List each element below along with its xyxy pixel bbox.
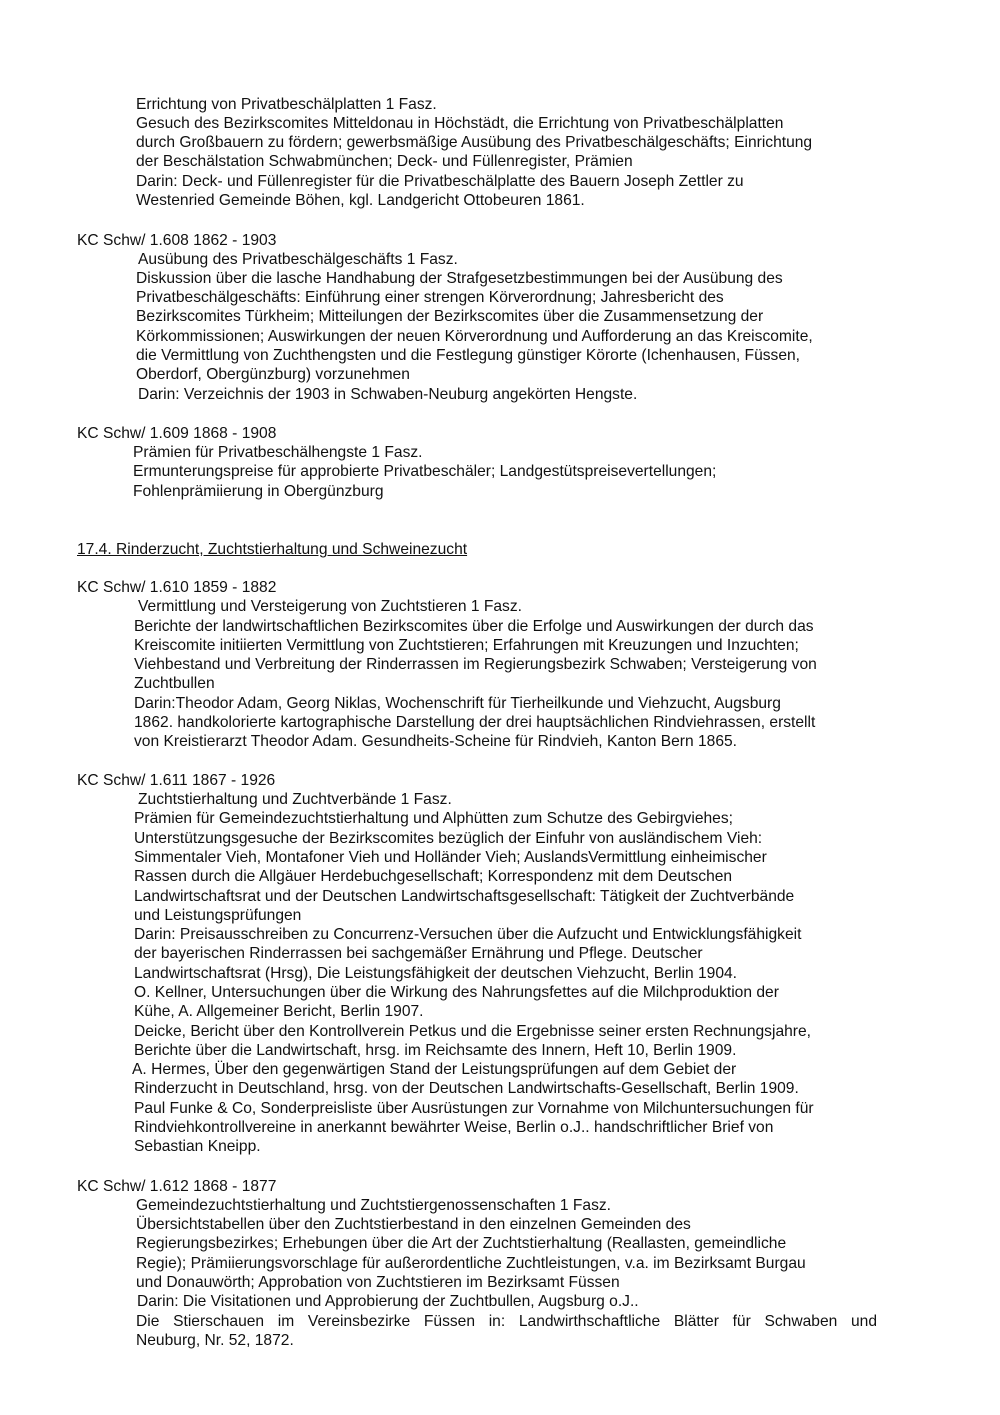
text-line: durch Großbauern zu fördern; gewerbsmäßige Ausübung des Privatbeschälgeschäfts; Einrichtung (136, 134, 813, 151)
text-line: Deicke, Bericht über den Kontrollverein Petkus und die Ergebnisse seiner ersten Rechnungsjahre, (134, 1023, 811, 1040)
text-line: O. Kellner, Untersuchungen über die Wirkung des Nahrungsfettes auf die Milchproduktion der (134, 984, 779, 1001)
text-line: 1862. handkolorierte kartographische Darstellung der drei hauptsächlichen Rindviehrassen, erstellt (134, 714, 816, 731)
text-line: A. Hermes, Über den gegenwärtigen Stand der Leistungsprüfungen auf dem Gebiet der (132, 1061, 737, 1078)
text-line: Darin: Verzeichnis der 1903 in Schwaben-Neuburg angekörten Hengste. (138, 386, 638, 403)
text-line: der bayerischen Rinderrassen bei sachgemäßer Ernährung und Pflege. Deutscher (134, 945, 703, 962)
text-line: und Leistungsprüfungen (134, 907, 302, 924)
text-line: Bezirkscomites Türkheim; Mitteilungen der Bezirkscomites über die Zusammensetzung der (136, 308, 764, 325)
text-line: Oberdorf, Obergünzburg) vorzunehmen (136, 366, 410, 383)
text-line: Berichte der landwirtschaftlichen Bezirkscomites über die Erfolge und Auswirkungen der durch das (134, 618, 814, 635)
record-title: Prämien für Privatbeschälhengste 1 Fasz. (133, 444, 423, 461)
text-line: von Kreistierarzt Theodor Adam. Gesundheits-Scheine für Rindvieh, Kanton Bern 1865. (134, 733, 738, 750)
record-title: Ausübung des Privatbeschälgeschäfts 1 Fasz. (138, 251, 458, 268)
record-signature: KC Schw/ 1.608 1862 - 1903 (77, 232, 277, 249)
text-line: Zuchtbullen (134, 675, 215, 692)
text-line: Regie); Prämiierungsvorschlage für außerordentliche Zuchtleistungen, v.a. im Bezirksamt Burgau (136, 1255, 806, 1272)
text-line: Prämien für Gemeindezuchtstierhaltung und Alphütten zum Schutze des Gebirgviehes; (134, 810, 733, 827)
text-line: Landwirtschaftsrat und der Deutschen Landwirtschaftsgesellschaft: Tätigkeit der Zuchtverbände (134, 888, 795, 905)
text-line: Privatbeschälgeschäfts: Einführung einer strengen Körverordnung; Jahresbericht des (136, 289, 724, 306)
text-line: Rindviehkontrollvereine in anerkannt bewährter Weise, Berlin o.J.. handschriftlicher Brief von (134, 1119, 774, 1136)
text-line: Rassen durch die Allgäuer Herdebuchgesellschaft; Korrespondenz mit dem Deutschen (134, 868, 733, 885)
text-line: Diskussion über die lasche Handhabung der Strafgesetzbestimmungen bei der Ausübung des (136, 270, 783, 287)
record-title: Vermittlung und Versteigerung von Zuchtstieren 1 Fasz. (138, 598, 522, 615)
text-line: Übersichtstabellen über den Zuchtstierbestand in den einzelnen Gemeinden des (136, 1216, 691, 1233)
text-line: Rinderzucht in Deutschland, hrsg. von der Deutschen Landwirtschafts-Gesellschaft, Berlin 1909. (134, 1080, 799, 1097)
text-line: Darin: Preisausschreiben zu Concurrenz-Versuchen über die Aufzucht und Entwicklungsfähigkeit (134, 926, 802, 943)
record-signature: KC Schw/ 1.612 1868 - 1877 (77, 1178, 277, 1195)
text-line: Fohlenprämiierung in Obergünzburg (133, 483, 384, 500)
text-line: Ermunterungspreise für approbierte Privatbeschäler; Landgestütspreisevertellungen; (133, 463, 717, 480)
record-signature: KC Schw/ 1.609 1868 - 1908 (77, 425, 277, 442)
record-title: Zuchtstierhaltung und Zuchtverbände 1 Fasz. (138, 791, 452, 808)
text-line: Westenried Gemeinde Böhen, kgl. Landgericht Ottobeuren 1861. (136, 192, 585, 209)
text-line: Regierungsbezirkes; Erhebungen über die Art der Zuchtstierhaltung (Reallasten, gemeindliche (136, 1235, 787, 1252)
text-line: Darin: Die Visitationen und Approbierung der Zuchtbullen, Augsburg o.J.. (137, 1293, 639, 1310)
text-line: Kreiscomite initiierten Vermittlung von Zuchtstieren; Erfahrungen mit Kreuzungen und Inzuchten; (134, 637, 799, 654)
text-line: Berichte über die Landwirtschaft, hrsg. im Reichsamte des Innern, Heft 10, Berlin 1909. (134, 1042, 737, 1059)
text-line: Die Stierschauen im Vereinsbezirke Füssen in: Landwirthschaftliche Blätter für Schwaben und (136, 1313, 877, 1330)
text-line: Körkommissionen; Auswirkungen der neuen Körverordnung und Aufforderung an das Kreiscomite, (136, 328, 813, 345)
text-line: die Vermittlung von Zuchthengsten und die Festlegung günstiger Körorte (Ichenhausen, Füssen, (136, 347, 801, 364)
record-signature: KC Schw/ 1.611 1867 - 1926 (77, 772, 276, 789)
text-line: Errichtung von Privatbeschälplatten 1 Fasz. (136, 96, 437, 113)
text-line: Unterstützungsgesuche der Bezirkscomites bezüglich der Einfuhr von ausländischem Vieh: (134, 830, 763, 847)
section-heading: 17.4. Rinderzucht, Zuchtstierhaltung und Schweinezucht (77, 541, 468, 558)
text-line: Simmentaler Vieh, Montafoner Vieh und Holländer Vieh; AuslandsVermittlung einheimischer (134, 849, 767, 866)
text-line: Viehbestand und Verbreitung der Rinderrassen im Regierungsbezirk Schwaben; Versteigerung von (134, 656, 817, 673)
text-line: Gesuch des Bezirkscomites Mitteldonau in Höchstädt, die Errichtung von Privatbeschälplatten (136, 115, 784, 132)
text-line: Landwirtschaftsrat (Hrsg), Die Leistungsfähigkeit der deutschen Viehzucht, Berlin 1904. (134, 965, 737, 982)
text-line: Kühe, A. Allgemeiner Bericht, Berlin 1907. (134, 1003, 424, 1020)
text-line: Sebastian Kneipp. (134, 1138, 261, 1155)
record-signature: KC Schw/ 1.610 1859 - 1882 (77, 579, 277, 596)
text-line: Darin: Deck- und Füllenregister für die Privatbeschälplatte des Bauern Joseph Zettler zu (136, 173, 744, 190)
text-line: Darin:Theodor Adam, Georg Niklas, Wochenschrift für Tierheilkunde und Viehzucht, Augsburg (134, 695, 781, 712)
text-line: der Beschälstation Schwabmünchen; Deck- und Füllenregister, Prämien (136, 153, 633, 170)
record-title: Gemeindezuchtstierhaltung und Zuchtstiergenossenschaften 1 Fasz. (136, 1197, 612, 1214)
text-line: Paul Funke & Co, Sonderpreisliste über Ausrüstungen zur Vornahme von Milchuntersuchungen für (134, 1100, 814, 1117)
text-line: Neuburg, Nr. 52, 1872. (136, 1332, 294, 1349)
text-line: und Donauwörth; Approbation von Zuchtstieren im Bezirksamt Füssen (136, 1274, 620, 1291)
